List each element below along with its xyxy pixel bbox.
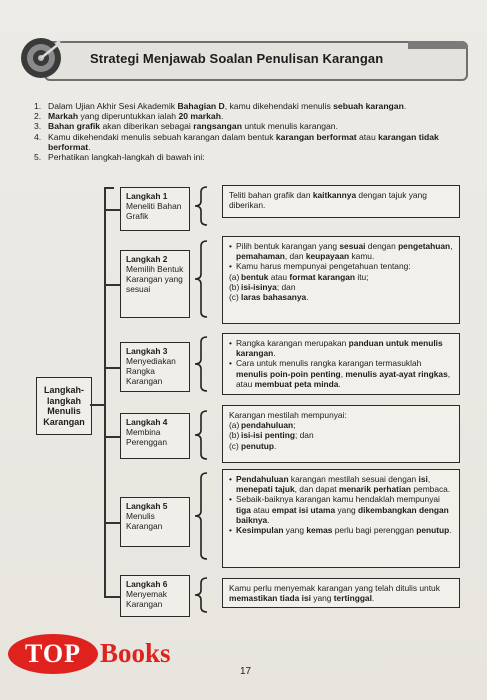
bold-text: menulis ayat-ayat ringkas (345, 368, 448, 379)
page-title: Strategi Menjawab Soalan Penulisan Karangan (90, 51, 384, 66)
text-run: yang (283, 525, 307, 536)
text-run: , (427, 474, 431, 484)
bold-text: Kesimpulan (236, 525, 284, 536)
text-run: yang (310, 593, 334, 604)
root-label: Langkah-langkah Menulis Karangan (43, 385, 85, 427)
bold-text: isi-isi penting (241, 430, 295, 441)
bullet-text (236, 474, 453, 494)
connector-line (104, 284, 120, 286)
text-run: Kamu harus mempunyai pengetahuan tentang: (236, 261, 411, 272)
bold-text: bentuk (241, 271, 269, 282)
intro-number: 3. (34, 121, 42, 132)
sub-item (229, 292, 453, 302)
step-box (120, 575, 190, 617)
connector-spine (104, 187, 106, 597)
sub-item (229, 420, 453, 430)
sub-item-label: (b) (229, 430, 240, 441)
step-box (120, 250, 190, 318)
step-title: Langkah 4 (126, 417, 168, 427)
step-box (120, 497, 190, 547)
step-description (222, 333, 460, 395)
intro-number: 4. (34, 131, 42, 142)
bold-text: tertinggal (333, 593, 372, 604)
text-run: Rangka karangan merupakan (236, 338, 349, 348)
logo-books-text: Books (100, 638, 171, 668)
bullet-icon: • (229, 241, 232, 251)
bold-text: isi (418, 474, 428, 484)
step-box (120, 187, 190, 231)
text-run: untuk menulis karangan. (241, 121, 338, 132)
bold-text: isi-isinya (241, 281, 277, 292)
bold-text: Bahan grafik (48, 121, 101, 132)
text-run: yang diperuntukkan ialah (78, 111, 179, 122)
text-run: , atau (236, 368, 451, 389)
bold-text: membuat peta minda (254, 378, 339, 389)
bold-text: pengetahuan (398, 241, 451, 251)
text-run: Teliti bahan grafik dan (229, 190, 313, 200)
step-title: Langkah 3 (126, 346, 168, 356)
intro-number: 5. (34, 152, 42, 163)
bold-text: pemahaman (236, 251, 285, 262)
bold-text: format karangan (289, 271, 356, 282)
text-run: , (450, 241, 453, 251)
text-run: atau (268, 271, 290, 282)
bullet-item (229, 261, 453, 271)
text-run: ; dan (294, 430, 314, 441)
sub-item-text (241, 272, 369, 282)
step-title: Langkah 1 (126, 191, 168, 201)
bold-text: penutup (416, 525, 450, 536)
topbooks-logo (8, 634, 188, 684)
bullet-item (229, 241, 453, 261)
step-title: Langkah 6 (126, 579, 168, 589)
text-run: . (306, 292, 309, 303)
intro-number: 1. (34, 101, 42, 111)
step-body: Memilih Bentuk Karangan yang sesuai (126, 264, 184, 294)
step-description (222, 185, 460, 218)
bullet-icon: • (229, 494, 232, 505)
text-run: yang (335, 504, 358, 515)
bullet-icon: • (229, 474, 232, 484)
bullet-text (236, 241, 453, 261)
connector-line (104, 436, 120, 438)
bullet-icon: • (229, 338, 232, 348)
text-run: dengan tajuk yang diberikan. (229, 190, 427, 211)
text-run: Pilih bentuk karangan yang (236, 241, 340, 251)
text-run: . (88, 141, 91, 152)
text-run: kamu. (349, 251, 375, 262)
connector-line (104, 596, 120, 598)
sub-item (229, 282, 453, 292)
curly-brace-icon (193, 240, 209, 318)
sub-item-text (241, 292, 309, 302)
bold-text: memastikan tiada isi (229, 593, 311, 604)
sub-item-text (241, 420, 295, 430)
bold-text: menarik perhatian (338, 484, 412, 495)
intro-number: 2. (34, 111, 42, 122)
bold-text: karangan tidak berformat (48, 131, 439, 152)
bold-text: rangsangan (193, 121, 242, 132)
bullet-item (229, 474, 453, 494)
text-run: , dan dapat (294, 484, 339, 495)
bullet-text (236, 494, 453, 525)
bullet-icon: • (229, 261, 232, 272)
text-run: . (371, 593, 375, 604)
text-run: Cara untuk menulis rangka karangan termasuklah (236, 358, 422, 369)
step-body: Membina Perenggan (126, 427, 167, 447)
text-run: Sebaik-baiknya karangan kamu hendaklah mempunyai (236, 494, 440, 505)
sub-item (229, 272, 453, 282)
text-run: Karangan mestilah mempunyai: (229, 410, 347, 420)
bold-text: 20 markah (178, 111, 221, 122)
text-run: . (449, 525, 452, 536)
sub-item-text (241, 441, 276, 451)
bold-text: menepati tajuk (236, 484, 295, 495)
logo-top-text: TOP (8, 634, 98, 674)
text-run: ; (293, 420, 296, 431)
sub-item-label: (c) (229, 292, 239, 303)
paragraph (229, 583, 453, 603)
bold-text: dikembangkan dengan baiknya (236, 504, 449, 525)
connector-line (104, 522, 120, 524)
bold-text: tiga (236, 504, 251, 515)
bullet-item (229, 338, 453, 358)
text-run: Perhatikan langkah-langkah di bawah ini: (48, 152, 205, 163)
bullet-item (229, 494, 453, 525)
root-box (36, 377, 92, 435)
bold-text: keupayaan (305, 251, 350, 262)
step-body: Menyediakan Rangka Karangan (126, 356, 176, 386)
curly-brace-icon (193, 186, 209, 226)
step-box (120, 413, 190, 459)
bold-text: sesuai (339, 241, 366, 251)
bold-text: kaitkannya (312, 190, 357, 200)
text-run: perlu bagi perenggan (332, 525, 417, 536)
text-run: . (273, 348, 276, 359)
page-number: 17 (240, 666, 252, 677)
step-description (222, 469, 460, 568)
connector-line (104, 187, 114, 189)
text-run: akan diberikan sebagai (100, 121, 194, 132)
step-description (222, 236, 460, 324)
bullet-text (236, 261, 411, 271)
bold-text: sebuah karangan (333, 101, 404, 111)
step-description (222, 578, 460, 608)
bullet-text (236, 358, 453, 389)
text-run: Kamu perlu menyemak karangan yang telah ditulis untuk (229, 583, 440, 593)
sub-item (229, 430, 453, 440)
text-run: , dan (284, 251, 306, 262)
text-run: , (340, 368, 346, 379)
paragraph (229, 190, 453, 210)
bullet-text (236, 338, 453, 358)
bold-text: Markah (48, 111, 79, 122)
bold-text: pendahuluan (241, 420, 294, 431)
step-body: Menulis Karangan (126, 511, 163, 531)
connector-line (90, 404, 105, 406)
step-title: Langkah 2 (126, 254, 168, 264)
curly-brace-icon (193, 472, 209, 560)
text-run: atau (356, 131, 379, 142)
text-run: Dalam Ujian Akhir Sesi Akademik (48, 101, 178, 111)
text-run: atau (250, 504, 272, 515)
text-run: ; dan (276, 281, 296, 292)
paragraph (229, 410, 453, 420)
bold-text: kemas (306, 525, 333, 536)
bullet-text (236, 525, 452, 535)
curly-brace-icon (193, 336, 209, 392)
sub-item-label: (a) (229, 271, 240, 282)
bullet-icon: • (229, 358, 232, 369)
bullet-item (229, 358, 453, 389)
text-run: . (220, 111, 224, 122)
sub-item-label: (c) (229, 440, 239, 451)
text-run: karangan mestilah sesuai dengan (288, 474, 419, 484)
step-title: Langkah 5 (126, 501, 168, 511)
text-run: . (267, 514, 270, 525)
text-run: Kamu dikehendaki menulis sebuah karangan dalam bentuk (48, 131, 276, 142)
bullet-icon: • (229, 525, 232, 536)
text-run: . (403, 101, 407, 111)
curly-brace-icon (193, 410, 209, 460)
text-run: , kamu dikehendaki menulis (224, 101, 334, 111)
bold-text: Bahagian D (177, 101, 225, 111)
text-run: . (338, 378, 341, 389)
bold-text: Pendahuluan (236, 474, 289, 484)
step-box (120, 342, 190, 392)
step-body: Menyemak Karangan (126, 589, 167, 609)
step-body: Meneliti Bahan Grafik (126, 201, 182, 221)
connector-line (104, 209, 120, 211)
step-description (222, 405, 460, 463)
bold-text: laras bahasanya (241, 292, 307, 303)
text-run: pembaca. (411, 484, 451, 495)
bold-text: empat isi utama (271, 504, 336, 515)
sub-item-label: (b) (229, 281, 240, 292)
text-run: itu; (355, 271, 369, 282)
text-run: . (274, 440, 277, 451)
bold-text: karangan berformat (275, 131, 357, 142)
sub-item (229, 441, 453, 451)
sub-item-label: (a) (229, 420, 240, 431)
bullet-item (229, 525, 453, 535)
bold-text: menulis poin-poin penting (236, 368, 341, 379)
bold-text: panduan untuk menulis karangan (236, 338, 443, 359)
curly-brace-icon (193, 577, 209, 613)
sub-item-text (241, 282, 295, 292)
connector-line (104, 367, 120, 369)
bold-text: penutup (241, 440, 275, 451)
text-run: dengan (365, 241, 399, 251)
sub-item-text (241, 430, 314, 440)
